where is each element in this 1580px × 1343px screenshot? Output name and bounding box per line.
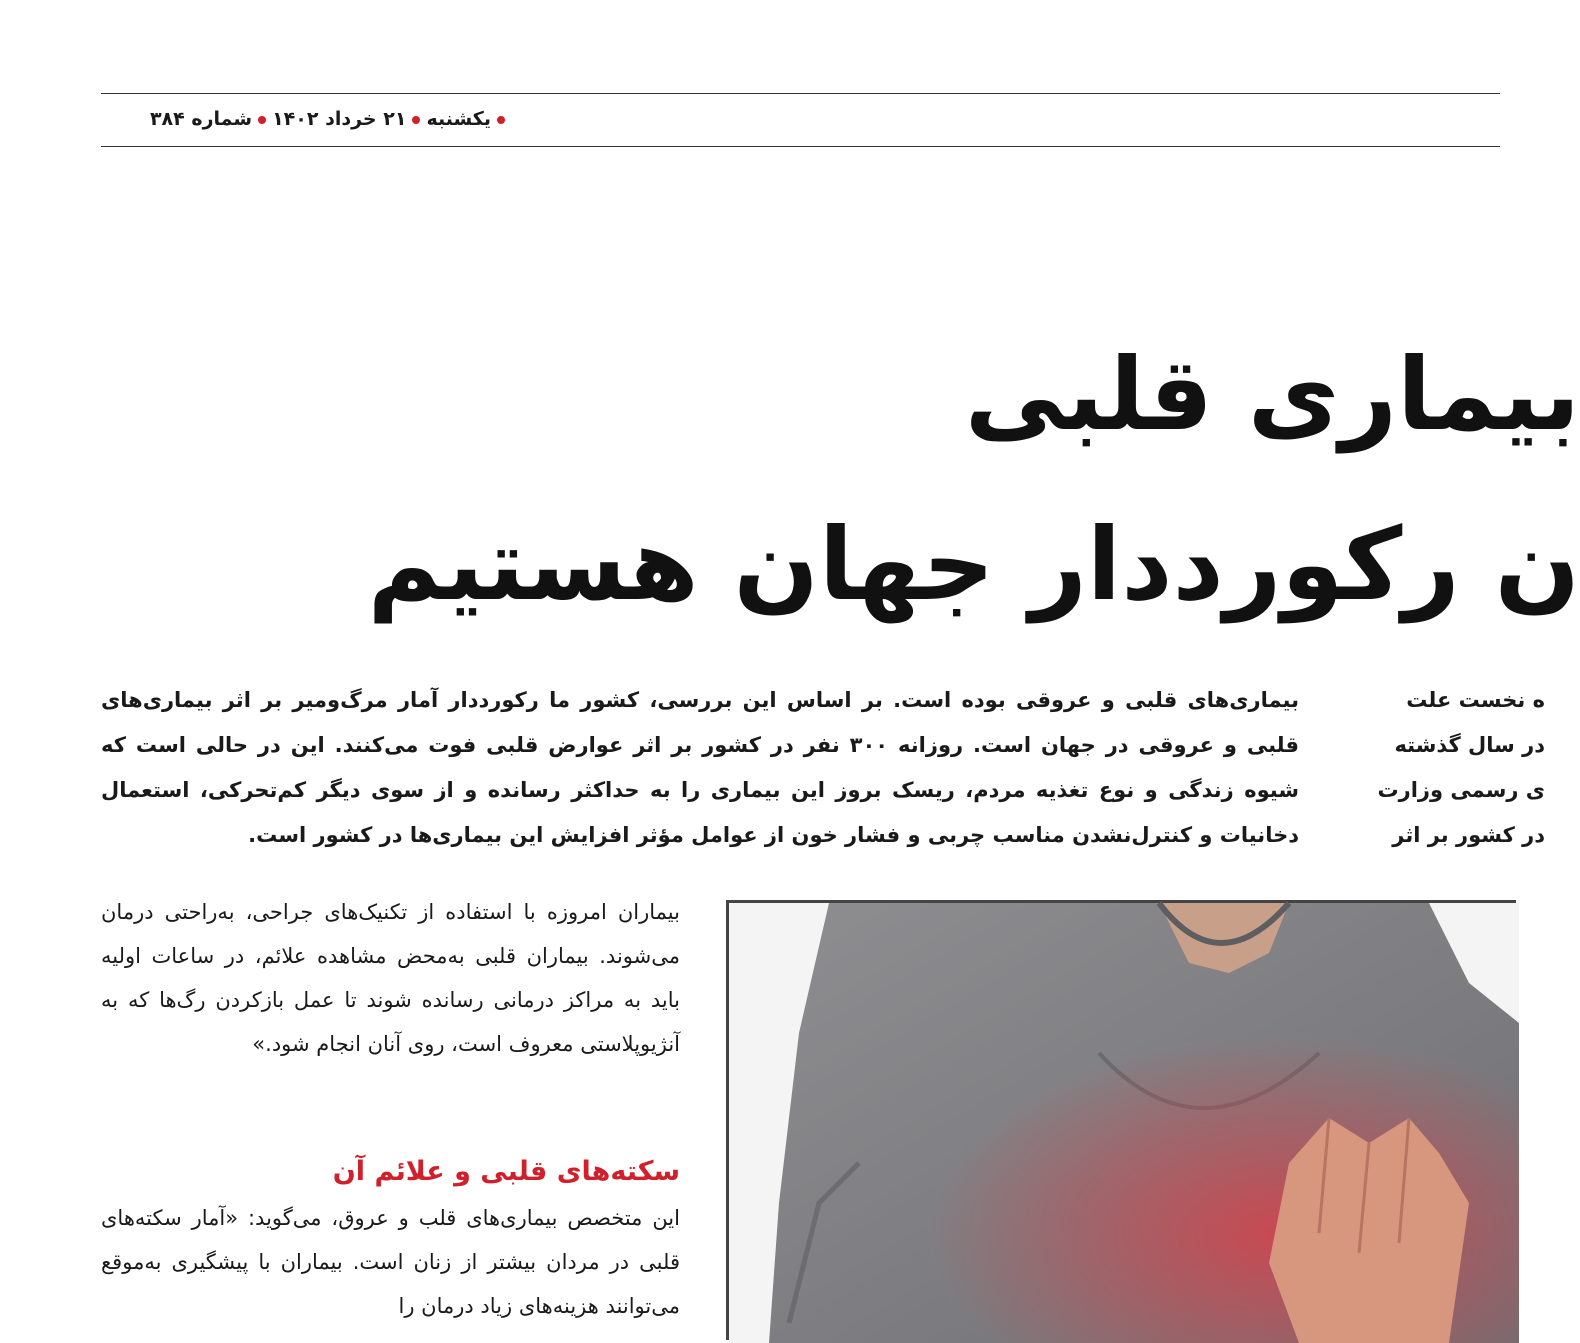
- dateline-day: یکشنبه: [426, 108, 491, 130]
- lead-paragraph: بیماری‌های قلبی و عروقی بوده است. بر اساس این بررسی، کشور ما رکورددار آمار مرگ‌ومیر بر اثر بیماری‌های قلبی و عروقی در جهان است. روزانه ۳۰۰ نفر در کشور بر اثر عوارض قلبی فوت می‌کنند. این در حالی است که شیوه زندگی و نوع تغذیه مردم، ریسک بروز این بیماری را به حداکثر رسانده و از سوی دیگر کم‌تحرکی، استعمال دخانیات و کنترل‌نشدن مناسب چربی و فشار خون از عوامل مؤثر افزایش این بیماری‌ها در کشور است.: [101, 688, 1299, 847]
- dateline-date: ۲۱ خرداد ۱۴۰۲: [272, 108, 407, 130]
- lead-side-line: ی رسمی وزارت: [1377, 778, 1545, 802]
- lead-side-line: در کشور بر اثر: [1392, 823, 1545, 847]
- lead-side-line: در سال گذشته: [1394, 733, 1545, 757]
- bullet-dot: [258, 116, 266, 124]
- header-bottom-rule: [101, 146, 1500, 147]
- headline-line-1: بیماری قلبی: [964, 336, 1580, 453]
- top-rule: [101, 93, 1500, 94]
- bullet-dot: [412, 116, 420, 124]
- body-paragraph-2: این متخصص بیماری‌های قلب و عروق، می‌گوید: «آمار سکته‌های قلبی در مردان بیشتر از زنان است. بیماران با پیشگیری به‌موقع می‌توانند هزینه‌های زیاد درمان را: [101, 1206, 680, 1318]
- lead-side-line: ه نخست علت: [1406, 688, 1545, 712]
- dateline: [101, 104, 511, 134]
- section-subhead: سکته‌های قلبی و علائم آن: [332, 1156, 680, 1187]
- lead-side-column: [1345, 678, 1545, 858]
- dateline-issue: شماره ۳۸۴: [149, 108, 253, 130]
- body-paragraph-1: بیماران امروزه با استفاده از تکنیک‌های جراحی، به‌راحتی درمان می‌شوند. بیماران قلبی به‌محض مشاهده علائم، در ساعات اولیه باید به مراکز درمانی رسانده شوند تا عمل بازکردن رگ‌ها که به آنژیوپلاستی معروف است، روی آنان انجام شود.»: [101, 900, 680, 1056]
- chest-pain-illustration: [729, 903, 1519, 1343]
- chest-pain-photo: [726, 900, 1516, 1340]
- bullet-dot: [497, 116, 505, 124]
- headline-line-2: ن رکورددار جهان هستیم: [367, 506, 1580, 623]
